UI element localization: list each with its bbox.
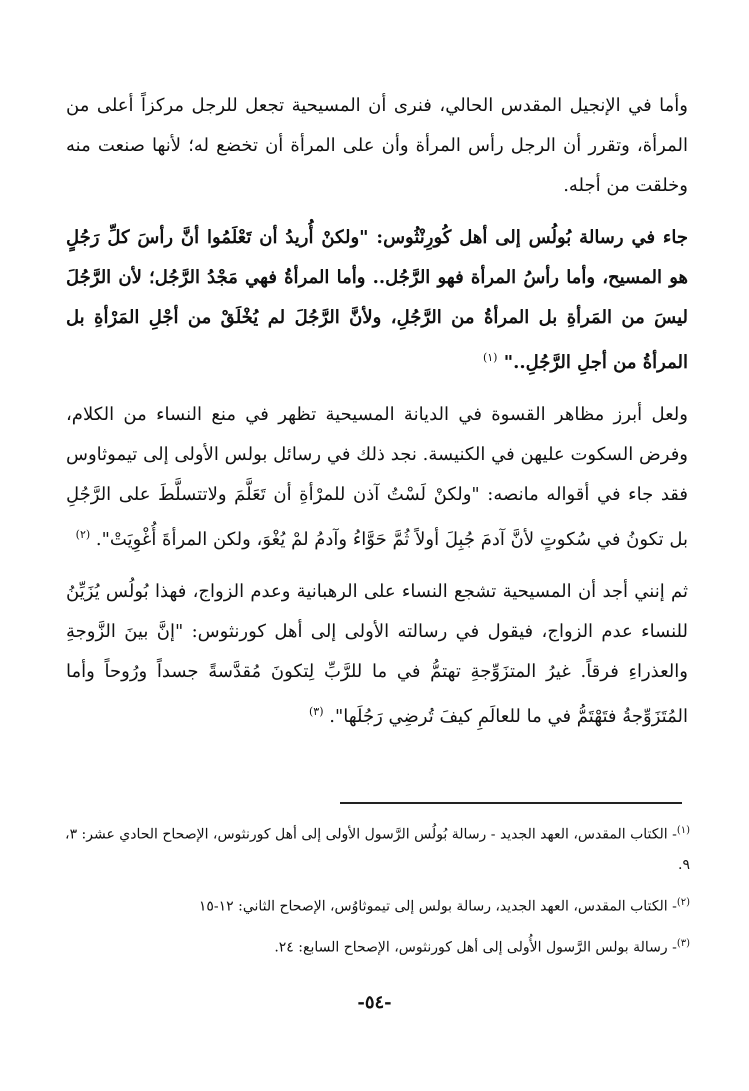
paragraph-2-text: جاء في رسالة بُولُس إلى أهل كُورِنْثُوس: "ولكنْ أُريدُ أن تَعْلَمُوا أنَّ رأسَ كلِّ رَجُلٍ هو المسيح، وأما رأسُ المرأة فهو الرَّجُل.. وأما المرأةُ فهي مَجْدُ الرَّجُل؛ لأن الرَّجُلَ ليسَ من المَرأةِ بل المرأةُ من الرَّجُلِ، ولأنَّ الرَّجُلَ لم يُخْلَقْ من أجْلِ المَرْأةِ بل المرأةُ من أجلِ الرَّجُلِ.."	[66, 227, 688, 373]
footnote-3-number: (٣)	[676, 938, 690, 950]
page-number: -٥٤-	[357, 992, 392, 1013]
footnotes	[60, 816, 690, 971]
footnote-3-text: - رسالة بولس الرَّسول الأُولى إلى أهل كورنثوس، الإصحاح السابع: ٢٤.	[274, 939, 677, 956]
footnote-2	[60, 888, 690, 922]
footnote-1-number: (١)	[676, 825, 690, 836]
paragraph-1-text: وأما في الإنجيل المقدس الحالي، فنرى أن المسيحية تجعل للرجل مركزاً أعلى من المرأة، وتقرر أن الرجل رأس المرأة وأن على المرأة أن تخضع له؛ لأنها صنعت منه وخلقت من أجله.	[66, 95, 688, 196]
footnote-divider	[340, 802, 682, 804]
footnote-marker-3: (٣)	[308, 705, 324, 718]
footnote-2-text: - الكتاب المقدس، العهد الجديد، رسالة بولس إلى تيموثاوُس، الإصحاح الثاني: ١٢-١٥	[198, 898, 677, 915]
footnote-2-number: (٢)	[676, 896, 690, 908]
paragraph-4-text: ثم إنني أجد أن المسيحية تشجع النساء على الرهبانية وعدم الزواج، فهذا بُولُس يُزَيِّنُ للنساء عدم الزواج، فيقول في رسالته الأولى إلى أهل كورنثوس: "إنَّ بينَ الزَّوجةِ والعذراءِ فرقاً. غيرُ المتزَوِّجةِ تهتمُّ في ما للرَّبِّ لِتكونَ مُقدَّسةً جسداً ورُوحاً وأما المُتَزَوِّجةُ فتَهْتَمُّ في ما للعالَمِ كيفَ تُرضِي رَجُلَها".	[66, 581, 688, 727]
paragraph-4	[66, 572, 688, 737]
paragraph-2-quote	[66, 218, 688, 383]
footnote-1	[60, 816, 690, 880]
paragraph-3-text: ولعل أبرز مظاهر القسوة في الديانة المسيحية تظهر في منع النساء من الكلام، وفرض السكوت عليهن في الكنيسة. نجد ذلك في رسائل بولس الأولى إلى تيموثاوس فقد جاء في أقواله مانصه: "ولكنْ لَسْتُ آذن للمرْأةِ أن تَعَلَّمَ ولاتتسلَّطَ على الرَّجُلِ بل تكونُ في سُكوتٍ لأنَّ آدمَ جُبِلَ أولاً ثُمَّ حَوَّاءُ وآدمُ لمْ يُغْوَ، ولكن المرأةَ أُغْوِيَتْ".	[66, 404, 688, 550]
footnote-1-text: - الكتاب المقدس، العهد الجديد - رسالة بُولُس الرَّسول الأولى إلى أهل كورنثوس، الإصحاح الحادي عشر: ٣، ٩.	[65, 826, 690, 873]
footnote-3	[60, 929, 690, 963]
paragraph-1	[66, 86, 688, 206]
paragraph-3	[66, 395, 688, 560]
main-text	[66, 86, 688, 737]
footnote-marker-2: (٢)	[75, 528, 91, 541]
footnote-marker-1: (١)	[482, 351, 498, 364]
